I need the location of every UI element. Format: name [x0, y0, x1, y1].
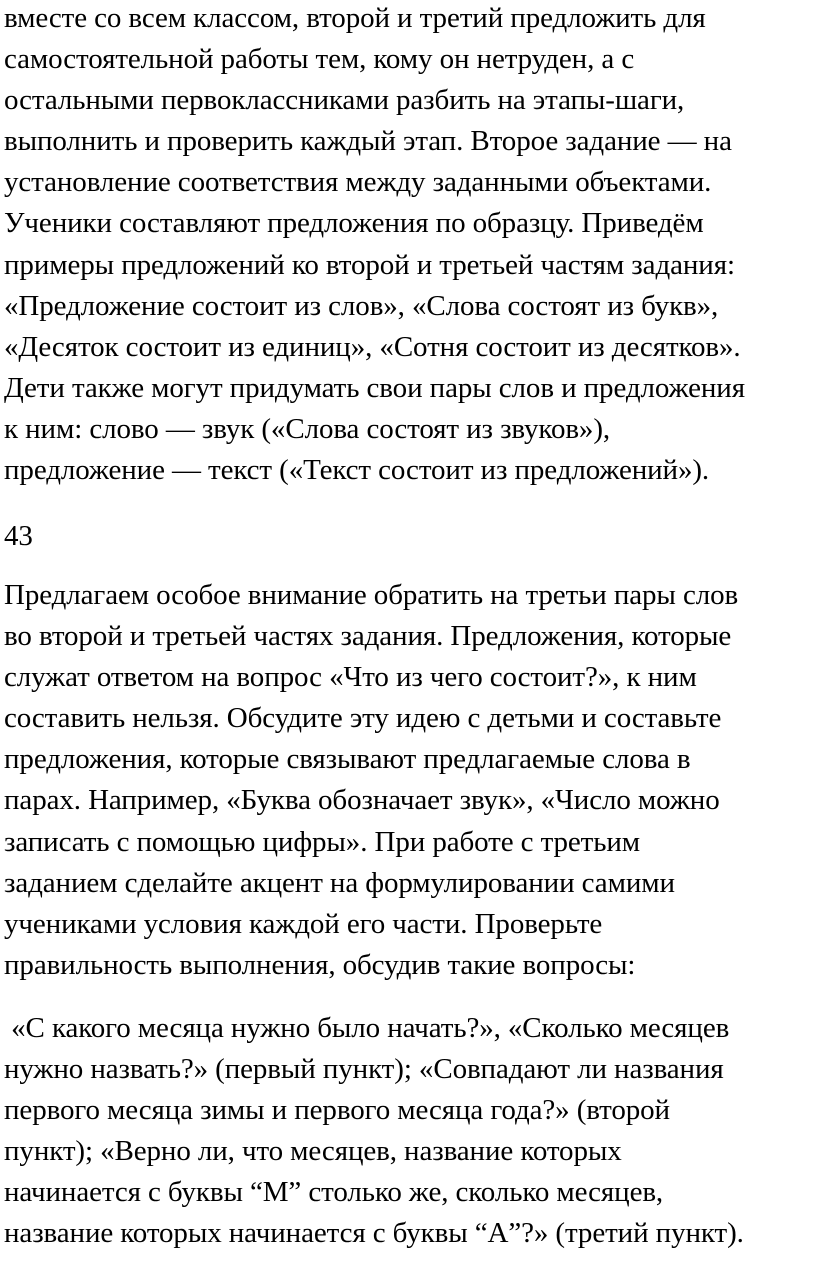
text-line: Предлагаем особое внимание обратить на третьи пары слов: [4, 579, 739, 611]
text-line: предложение — текст («Текст состоит из предложений»).: [4, 454, 710, 487]
text-line: вместе со всем классом, второй и третий предложить для: [4, 2, 706, 34]
text-line: Ученики составляют предложения по образцу. Приведём: [4, 207, 704, 240]
text-line: учениками условия каждой его части. Проверьте: [4, 907, 603, 940]
text-line: примеры предложений ко второй и третьей частям задания:: [4, 248, 735, 281]
text-line: парах. Например, «Буква обозначает звук», «Число можно: [4, 784, 720, 817]
text-line: пункт); «Верно ли, что месяцев, название которых: [4, 1135, 622, 1168]
text-line: предложения, которые связывают предлагаемые слова в: [4, 743, 691, 776]
text-line: начинается с буквы “М” столько же, сколько месяцев,: [4, 1176, 664, 1209]
text-line: установление соответствия между заданными объектами.: [4, 166, 712, 199]
text-line: самостоятельной работы тем, кому он нетруден, а с: [4, 43, 635, 76]
text-line: Дети также могут придумать свои пары слов и предложения: [4, 371, 745, 404]
paragraph-continued-text: [4, 0, 745, 491]
text-line: остальными первоклассниками разбить на этапы-шаги,: [4, 84, 685, 117]
text-line: «Предложение состоит из слов», «Слова состоят из букв»,: [4, 289, 719, 322]
paragraph-questions: [4, 1008, 744, 1255]
text-line: «С какого месяца нужно было начать?», «Сколько месяцев: [4, 1012, 730, 1044]
text-line: правильность выполнения, обсудив такие вопросы:: [4, 948, 636, 981]
text-line: выполнить и проверить каждый этап. Второе задание — на: [4, 125, 732, 158]
paragraph-third-pairs: [4, 575, 738, 986]
text-line: название которых начинается с буквы “А”?» (третий пункт).: [4, 1217, 744, 1250]
page-number: 43: [4, 520, 33, 552]
text-line: «Десяток состоит из единиц», «Сотня состоит из десятков».: [4, 330, 741, 363]
text-line: записать с помощью цифры». При работе с третьим: [4, 825, 641, 858]
text-line: составить нельзя. Обсудите эту идею с детьми и составьте: [4, 702, 722, 735]
text-line: нужно назвать?» (первый пункт); «Совпадают ли названия: [4, 1053, 724, 1086]
text-line: во второй и третьей частях задания. Предложения, которые: [4, 620, 732, 653]
text-line: заданием сделайте акцент на формулировании самими: [4, 866, 675, 899]
text-line: первого месяца зимы и первого месяца года?» (второй: [4, 1094, 670, 1127]
text-line: к ним: слово — звук («Слова состоят из звуков»),: [4, 412, 611, 445]
text-line: служат ответом на вопрос «Что из чего состоит?», к ним: [4, 661, 697, 694]
